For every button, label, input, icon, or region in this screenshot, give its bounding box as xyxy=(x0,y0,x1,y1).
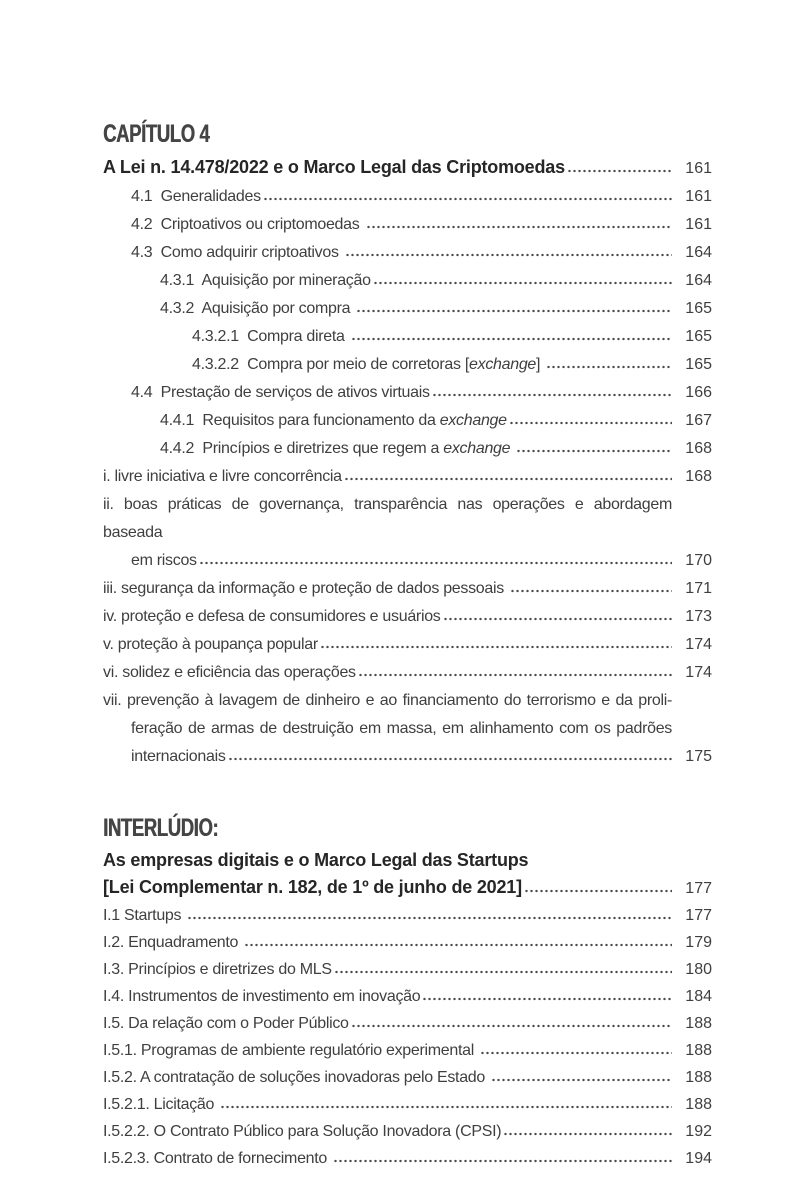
dot-leader xyxy=(491,1078,672,1082)
page-number: 161 xyxy=(685,188,712,205)
page-number: 165 xyxy=(685,356,712,373)
toc-entry-text-segment xyxy=(510,440,514,457)
chapter-heading: CAPÍTULO 4 xyxy=(103,120,210,148)
page-number: 165 xyxy=(685,328,712,345)
toc-entry-text xyxy=(160,267,371,295)
toc-entry-text xyxy=(103,902,185,929)
toc-entry xyxy=(103,1037,712,1064)
page-number: 192 xyxy=(685,1123,712,1140)
toc-entry-text xyxy=(103,956,332,983)
dot-leader xyxy=(356,309,672,313)
toc-rows-chapter-4 xyxy=(103,153,712,771)
toc-entry-text-segment: 4.3.2.1 Compra direta xyxy=(192,328,349,345)
toc-entry-text-segment: [Lei Complementar n. 182, de 1º de junho de 2021] xyxy=(103,877,522,897)
dot-leader xyxy=(228,757,672,761)
toc-entry xyxy=(103,547,712,575)
toc-entry xyxy=(103,1145,712,1172)
toc-entry-text xyxy=(131,743,226,771)
toc-entry-text xyxy=(131,379,430,407)
page-number: 177 xyxy=(685,880,712,897)
toc-entry-text xyxy=(103,983,420,1010)
toc-entry xyxy=(103,687,712,715)
toc-entry-text-segment: internacionais xyxy=(131,748,226,765)
toc-entry-text-segment: I.5.2. A contratação de soluções inovadoras pelo Estado xyxy=(103,1069,490,1086)
dot-leader xyxy=(344,477,672,481)
toc-entry-text xyxy=(103,687,672,715)
toc-rows-interlude xyxy=(103,847,712,1172)
toc-entry-text xyxy=(103,491,677,547)
page-number: 184 xyxy=(685,988,712,1005)
page-number: 168 xyxy=(685,468,712,485)
toc-entry-text-segment: 4.2 Criptoativos ou criptomoedas xyxy=(131,216,364,233)
page-number: 175 xyxy=(685,748,712,765)
dot-leader xyxy=(320,645,672,649)
dot-leader xyxy=(432,393,672,397)
toc-entry-text xyxy=(103,1091,218,1118)
toc-entry xyxy=(103,902,712,929)
dot-leader xyxy=(263,197,672,201)
toc-entry-text xyxy=(103,1118,501,1145)
toc-entry-text-segment: 4.3.1 Aquisição por mineração xyxy=(160,272,371,289)
dot-leader xyxy=(334,970,672,974)
toc-entry-text xyxy=(103,1064,489,1091)
toc-entry-text-segment: iv. proteção e defesa de consumidores e usuários xyxy=(103,608,441,625)
page-number: 188 xyxy=(685,1015,712,1032)
dot-leader xyxy=(373,281,672,285)
page-number: 164 xyxy=(685,272,712,289)
toc-section-interlude xyxy=(103,815,712,1172)
toc-entry-text xyxy=(160,435,514,463)
toc-entry-text-segment: ] xyxy=(536,356,545,373)
toc-entry xyxy=(103,463,712,491)
toc-entry-text xyxy=(131,183,261,211)
toc-entry-text xyxy=(103,929,242,956)
toc-entry xyxy=(103,847,712,874)
dot-leader xyxy=(503,1132,672,1136)
toc-entry-text xyxy=(131,715,672,743)
toc-entry xyxy=(103,956,712,983)
toc-entry-text xyxy=(103,603,441,631)
toc-entry xyxy=(103,1118,712,1145)
toc-entry-text-segment: i. livre iniciativa e livre concorrência xyxy=(103,468,342,485)
toc-entry-text xyxy=(103,874,522,901)
toc-entry-text-italic: exchange xyxy=(469,356,537,373)
page-number: 165 xyxy=(685,300,712,317)
toc-entry-text-segment: I.1 Startups xyxy=(103,907,186,924)
page-number: 173 xyxy=(685,608,712,625)
toc-entry xyxy=(103,323,712,351)
dot-leader xyxy=(510,589,672,593)
toc-entry-text-italic: exchange xyxy=(443,440,511,457)
toc-entry-text xyxy=(192,351,544,379)
toc-entry-text-segment: I.5.2.3. Contrato de fornecimento xyxy=(103,1150,332,1167)
dot-leader xyxy=(244,943,672,947)
toc-entry-text xyxy=(103,575,508,603)
toc-entry xyxy=(103,183,712,211)
dot-leader xyxy=(358,673,672,677)
toc-entry-text-segment: vi. solidez e eficiência das operações xyxy=(103,664,356,681)
toc-entry-text-segment: I.2. Enquadramento xyxy=(103,934,243,951)
toc-entry-text-segment: 4.1 Generalidades xyxy=(131,188,261,205)
toc-entry-text-segment: 4.3.2.2 Compra por meio de corretoras [ xyxy=(192,356,470,373)
page-number: 174 xyxy=(685,664,712,681)
toc-entry-text xyxy=(103,847,528,874)
toc-entry xyxy=(103,631,712,659)
toc-entry-text xyxy=(103,153,565,181)
page-number: 180 xyxy=(685,961,712,978)
toc-entry-text-segment: A Lei n. 14.478/2022 e o Marco Legal das Criptomoedas xyxy=(103,157,565,177)
page-number: 164 xyxy=(685,244,712,261)
page-number: 188 xyxy=(685,1042,712,1059)
dot-leader xyxy=(366,225,672,229)
page-number: 167 xyxy=(685,412,712,429)
toc-entry xyxy=(103,1010,712,1037)
toc-entry-text xyxy=(131,547,197,575)
dot-leader xyxy=(199,561,672,565)
dot-leader xyxy=(443,617,672,621)
toc-entry-text-segment: em riscos xyxy=(131,552,197,569)
toc-entry xyxy=(103,239,712,267)
page-number: 161 xyxy=(685,216,712,233)
toc-entry-text xyxy=(160,407,507,435)
toc-entry-text-segment: I.5. Da relação com o Poder Público xyxy=(103,1015,349,1032)
toc-entry-text-segment: 4.4.1 Requisitos para funcionamento da xyxy=(160,412,440,429)
dot-leader xyxy=(516,449,672,453)
dot-leader xyxy=(480,1051,672,1055)
dot-leader xyxy=(187,916,672,920)
page-number: 161 xyxy=(685,160,712,177)
toc-entry xyxy=(103,1064,712,1091)
dot-leader xyxy=(333,1159,672,1163)
toc-entry xyxy=(103,211,712,239)
toc-entry-text-segment: vii. prevenção à lavagem de dinheiro e ao financiamento do terrorismo e da proli- xyxy=(103,692,672,709)
toc-entry-text xyxy=(103,463,342,491)
toc-entry-text xyxy=(103,1145,331,1172)
toc-entry-text-segment: I.5.1. Programas de ambiente regulatório experimental xyxy=(103,1042,479,1059)
toc-entry-text xyxy=(131,239,343,267)
dot-leader xyxy=(567,169,672,173)
page-number: 171 xyxy=(685,580,712,597)
toc-entry xyxy=(103,435,712,463)
toc-entry-text-segment: I.3. Princípios e diretrizes do MLS xyxy=(103,961,332,978)
toc-entry-text-segment: I.5.2.1. Licitação xyxy=(103,1096,219,1113)
toc-entry-text-italic: exchange xyxy=(439,412,507,429)
page-number: 170 xyxy=(685,552,712,569)
page-number: 174 xyxy=(685,636,712,653)
dot-leader xyxy=(546,365,672,369)
interlude-heading: INTERLÚDIO: xyxy=(103,814,219,842)
toc-entry-text xyxy=(103,631,318,659)
toc-entry-text-segment: 4.3 Como adquirir criptoativos xyxy=(131,244,343,261)
toc-entry-text-segment: 4.3.2 Aquisição por compra xyxy=(160,300,355,317)
toc-entry xyxy=(103,407,712,435)
toc-entry xyxy=(103,575,712,603)
toc-entry xyxy=(103,715,712,743)
dot-leader xyxy=(422,997,672,1001)
toc-section-chapter-4 xyxy=(103,121,712,771)
toc-entry xyxy=(103,491,712,547)
dot-leader xyxy=(509,421,672,425)
toc-entry-text xyxy=(103,1010,349,1037)
toc-entry-text xyxy=(192,323,349,351)
toc-entry xyxy=(103,267,712,295)
toc-entry-text-segment: ii. boas práticas de governança, transparência nas operações e abordagem baseada xyxy=(103,496,677,541)
dot-leader xyxy=(524,889,672,893)
dot-leader xyxy=(220,1105,672,1109)
toc-entry xyxy=(103,874,712,902)
toc-entry xyxy=(103,1091,712,1118)
toc-entry-text-segment: As empresas digitais e o Marco Legal das Startups xyxy=(103,850,529,870)
page-number: 194 xyxy=(685,1150,712,1167)
toc-entry xyxy=(103,295,712,323)
page-number: 188 xyxy=(685,1069,712,1086)
toc-entry-text-segment: I.5.2.2. O Contrato Público para Solução Inovadora (CPSI) xyxy=(103,1123,502,1140)
toc-entry-text-segment: iii. segurança da informação e proteção de dados pessoais xyxy=(103,580,509,597)
page-number: 177 xyxy=(685,907,712,924)
page-number: 179 xyxy=(685,934,712,951)
toc-entry-text xyxy=(103,659,356,687)
toc-entry xyxy=(103,379,712,407)
dot-leader xyxy=(345,253,672,257)
toc-entry-text-segment: feração de armas de destruição em massa, em alinhamento com os padrões xyxy=(131,720,672,737)
toc-entry-text xyxy=(160,295,354,323)
toc-entry xyxy=(103,603,712,631)
toc-entry xyxy=(103,743,712,771)
page-number: 168 xyxy=(685,440,712,457)
page-number: 166 xyxy=(685,384,712,401)
toc-entry xyxy=(103,983,712,1010)
dot-leader xyxy=(351,337,672,341)
toc-entry-text-segment: 4.4.2 Princípios e diretrizes que regem a xyxy=(160,440,444,457)
toc-entry xyxy=(103,351,712,379)
dot-leader xyxy=(351,1024,672,1028)
toc-entry xyxy=(103,929,712,956)
toc-entry-text xyxy=(103,1037,478,1064)
toc-entry-text-segment: v. proteção à poupança popular xyxy=(103,636,318,653)
toc-entry-text xyxy=(131,211,364,239)
toc-entry xyxy=(103,659,712,687)
toc-entry-text-segment: 4.4 Prestação de serviços de ativos virtuais xyxy=(131,384,430,401)
toc-content xyxy=(103,121,712,1172)
toc-entry-text-segment: I.4. Instrumentos de investimento em inovação xyxy=(103,988,421,1005)
toc-entry xyxy=(103,153,712,183)
page-number: 188 xyxy=(685,1096,712,1113)
